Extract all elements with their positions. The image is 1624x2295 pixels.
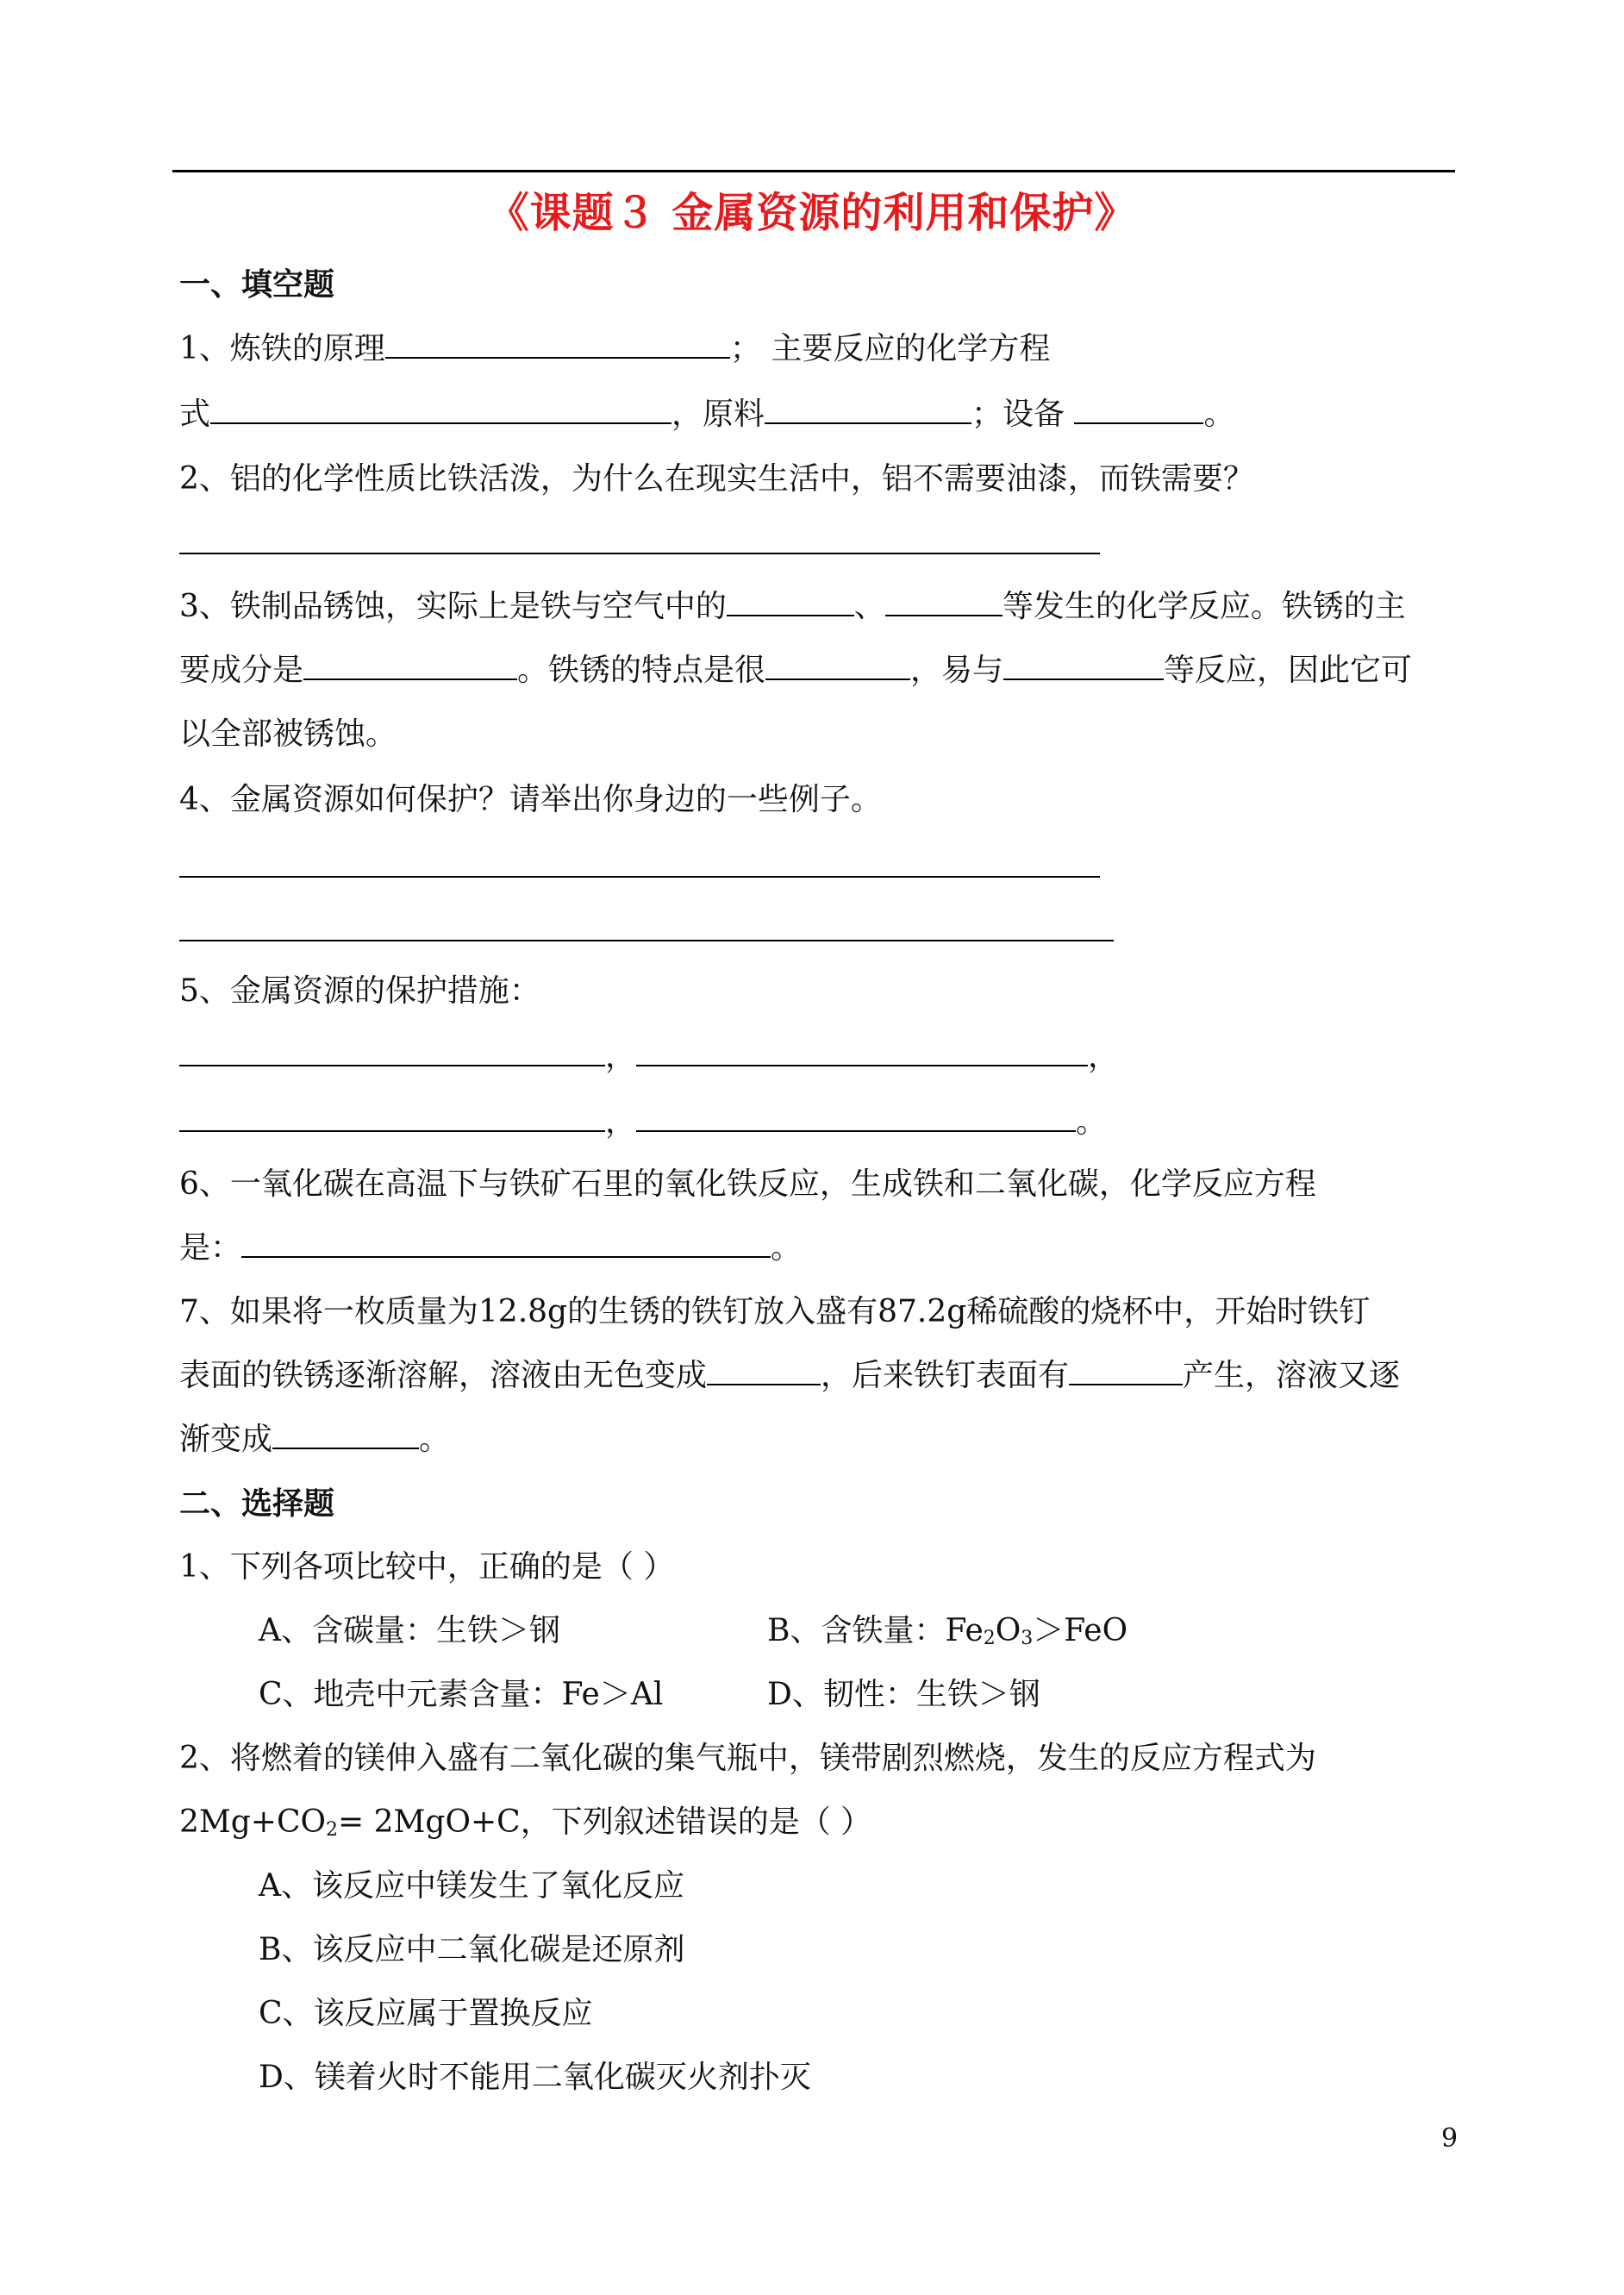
mc1-option-b-sub1: 2 <box>983 1628 996 1649</box>
q1-line2 <box>179 396 1235 434</box>
section2-heading: 二、选择题 <box>179 1485 335 1522</box>
q3-text-b: 、 <box>853 589 885 624</box>
q5-comma-3: ， <box>605 1104 637 1140</box>
q5-period: 。 <box>1076 1104 1108 1140</box>
q7-line3 <box>179 1421 450 1459</box>
q7-text-c: ，后来铁钉表面有 <box>821 1358 1070 1393</box>
q1-text-a: 1、炼铁的原理 <box>179 331 385 366</box>
q3-line2 <box>179 652 1412 690</box>
q1-text-c: 式 <box>179 397 211 432</box>
mc1-option-b[interactable] <box>767 1612 1127 1650</box>
q5-blank-1[interactable] <box>179 1039 605 1066</box>
q7-text-d: 产生，溶液又逐 <box>1183 1358 1401 1393</box>
q5-comma-1: ， <box>605 1039 637 1074</box>
q5-blank-3[interactable] <box>179 1104 605 1132</box>
q6-text-b: 是： <box>179 1230 242 1266</box>
q1-text-b: ； 主要反应的化学方程 <box>729 331 1051 366</box>
mc1-option-b-mid: O <box>995 1613 1021 1648</box>
q1-blank-materials[interactable] <box>765 397 971 424</box>
mc1-option-b-text: B、含铁量：Fe <box>767 1613 984 1648</box>
mc2-option-a[interactable]: A、该反应中镁发生了氧化反应 <box>259 1868 684 1904</box>
mc1-option-b-sub2: 3 <box>1021 1628 1034 1649</box>
q1-blank-equation[interactable] <box>210 397 671 424</box>
page-number: 9 <box>1441 2123 1458 2154</box>
q3-text-a: 3、铁制品锈蚀，实际上是铁与空气中的 <box>179 589 727 624</box>
q4-answer-line-2[interactable] <box>179 940 1114 941</box>
q3-text-f: ，易与 <box>910 653 1004 688</box>
q3-text-c: 等发生的化学反应。铁锈的主 <box>1002 589 1406 624</box>
mc2-formula-sub: 2 <box>326 1819 339 1841</box>
mc1-option-a[interactable]: A、含碳量：生铁＞钢 <box>259 1613 560 1648</box>
q5-text: 5、金属资源的保护措施： <box>179 973 540 1009</box>
q7-blank-2[interactable] <box>1069 1358 1183 1385</box>
mc2-stem-line1: 2、将燃着的镁伸入盛有二氧化碳的集气瓶中，镁带剧烈燃烧，发生的反应方程式为 <box>179 1741 1316 1776</box>
q5-blank-2[interactable] <box>636 1039 1088 1066</box>
q1-blank-principle[interactable] <box>385 331 730 359</box>
mc2-formula-post: = 2MgO+C，下列叙述错误的是（ ） <box>338 1804 872 1840</box>
q7-text-b: 表面的铁锈逐渐溶解，溶液由无色变成 <box>179 1358 708 1393</box>
q5-blank-4[interactable] <box>636 1104 1076 1132</box>
q6-line2 <box>179 1229 802 1267</box>
q1-text-d: ，原料 <box>671 397 765 432</box>
q1-line1 <box>179 330 1050 368</box>
q4-text: 4、金属资源如何保护？请举出你身边的一些例子。 <box>179 782 882 817</box>
mc2-formula-pre: 2Mg+CO <box>179 1804 327 1840</box>
q3-text-d: 要成分是 <box>179 653 304 688</box>
q3-line3: 以全部被锈蚀。 <box>179 716 397 752</box>
q3-blank-5[interactable] <box>1003 653 1164 680</box>
q6-blank-equation[interactable] <box>241 1230 771 1258</box>
page-title: 《课题３ 金属资源的利用和保护》 <box>487 189 1137 237</box>
q5-comma-2: ， <box>1088 1039 1120 1074</box>
mc1-option-d[interactable]: D、韧性：生铁＞钢 <box>767 1677 1040 1712</box>
q1-text-f: 。 <box>1203 397 1235 432</box>
mc2-option-b[interactable]: B、该反应中二氧化碳是还原剂 <box>259 1932 685 1967</box>
q6-line1: 6、一氧化碳在高温下与铁矿石里的氧化铁反应，生成铁和二氧化碳，化学反应方程 <box>179 1166 1316 1202</box>
q7-blank-1[interactable] <box>707 1358 821 1385</box>
q3-blank-4[interactable] <box>765 653 910 680</box>
mc2-option-d[interactable]: D、镁着火时不能用二氧化碳灭火剂扑灭 <box>259 2060 811 2095</box>
q5-line1 <box>179 1038 1119 1076</box>
mc1-option-c[interactable]: C、地壳中元素含量：Fe＞Al <box>259 1677 664 1712</box>
q7-text-e: 渐变成 <box>179 1422 273 1457</box>
q3-text-g: 等反应，因此它可 <box>1164 653 1413 688</box>
q3-blank-2[interactable] <box>885 589 1003 616</box>
q3-line1 <box>179 588 1406 626</box>
header-rule <box>172 170 1455 172</box>
mc2-option-c[interactable]: C、该反应属于置换反应 <box>259 1996 593 2031</box>
q2-text: 2、铝的化学性质比铁活泼，为什么在现实生活中，铝不需要油漆，而铁需要？ <box>179 461 1254 497</box>
q7-text-f: 。 <box>419 1422 451 1457</box>
q5-line2 <box>179 1104 1107 1141</box>
q2-answer-line[interactable] <box>179 553 1100 554</box>
mc1-option-b-post: ＞FeO <box>1033 1613 1128 1648</box>
q7-line1: 7、如果将一枚质量为12.8g的生锈的铁钉放入盛有87.2g稀硫酸的烧杯中，开始时铁钉 <box>179 1294 1371 1329</box>
mc2-stem-line2 <box>179 1804 871 1842</box>
q4-answer-line-1[interactable] <box>179 876 1100 878</box>
q1-blank-equipment[interactable] <box>1074 397 1203 424</box>
q7-line2 <box>179 1357 1400 1395</box>
q3-blank-3[interactable] <box>303 653 517 680</box>
q1-text-e: ；设备 <box>971 397 1075 432</box>
q3-blank-1[interactable] <box>727 589 854 616</box>
section1-heading: 一、填空题 <box>179 266 335 303</box>
mc1-stem: 1、下列各项比较中，正确的是（ ） <box>179 1549 675 1585</box>
q3-text-e: 。铁锈的特点是很 <box>517 653 766 688</box>
q7-blank-3[interactable] <box>272 1422 419 1449</box>
q6-text-c: 。 <box>771 1230 803 1266</box>
